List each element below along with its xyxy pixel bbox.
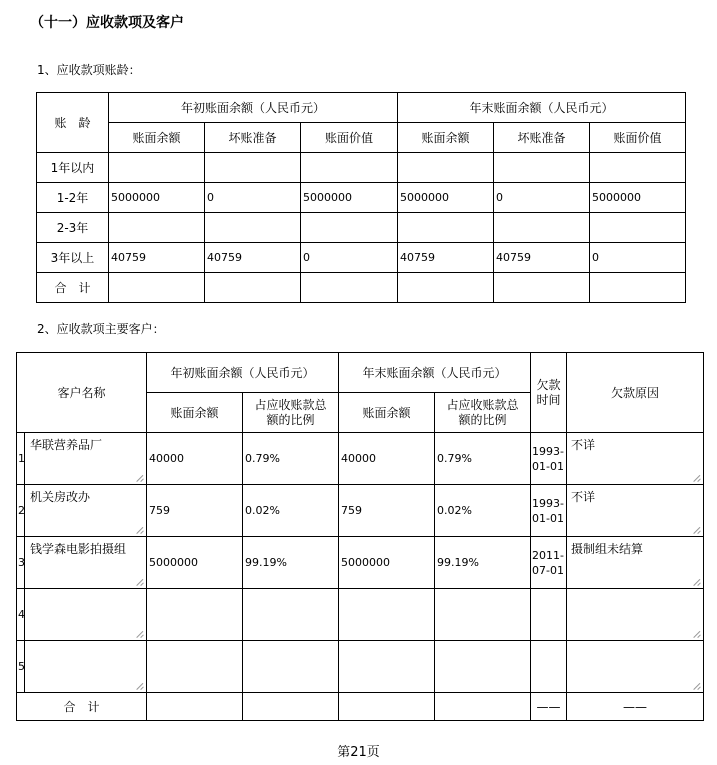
resize-grip-icon[interactable] (137, 683, 144, 690)
cell[interactable]: 0 (205, 183, 301, 213)
row-label: 3年以上 (37, 243, 109, 273)
table-row (37, 243, 686, 273)
cell[interactable]: 99.19% (435, 537, 531, 589)
cell[interactable] (109, 213, 205, 243)
resize-grip-icon[interactable] (694, 631, 701, 638)
cell[interactable]: 0.02% (435, 485, 531, 537)
reason-field[interactable] (567, 589, 704, 641)
header-col: 账面余额 (339, 393, 435, 433)
page-number: 第21页 (337, 745, 380, 760)
cell[interactable] (147, 693, 243, 721)
header-col: 账面余额 (398, 123, 494, 153)
aging-table (36, 92, 686, 303)
table-row (37, 153, 686, 183)
row-label: 1年以内 (37, 153, 109, 183)
cell[interactable]: 5000000 (301, 183, 398, 213)
due-date-cell[interactable]: 2011- 07-01 (531, 537, 567, 589)
customer-name-field[interactable] (25, 589, 147, 641)
cell[interactable]: 40759 (109, 243, 205, 273)
cell[interactable]: 0.79% (435, 433, 531, 485)
header-end-balance: 年末账面余额（人民币元） (398, 93, 686, 123)
cell[interactable]: 0 (301, 243, 398, 273)
row-label: 2-3年 (37, 213, 109, 243)
cell[interactable] (205, 273, 301, 303)
customer-table (16, 352, 704, 721)
cell[interactable] (147, 641, 243, 693)
customer-name-field[interactable]: 钱学森电影拍摄组 (25, 537, 147, 589)
section2-heading: 2、应收款项主要客户： (37, 322, 165, 336)
table-row (17, 641, 704, 693)
customer-name-field[interactable]: 机关房改办 (25, 485, 147, 537)
table-row-total (17, 693, 704, 721)
header-col: 占应收账款总额的比例 (243, 393, 339, 433)
cell[interactable]: 40000 (339, 433, 435, 485)
cell[interactable]: 5000000 (109, 183, 205, 213)
header-begin-balance: 年初账面余额（人民币元） (147, 353, 339, 393)
total-reason: —— (567, 693, 704, 721)
header-col: 坏账准备 (205, 123, 301, 153)
cell[interactable] (147, 589, 243, 641)
page-title: （十一）应收款项及客户 (30, 15, 184, 31)
cell[interactable] (435, 589, 531, 641)
cell[interactable] (301, 213, 398, 243)
resize-grip-icon[interactable] (694, 475, 701, 482)
cell[interactable]: 5000000 (590, 183, 686, 213)
cell[interactable] (398, 213, 494, 243)
cell[interactable]: 5000000 (147, 537, 243, 589)
due-date-cell[interactable] (531, 589, 567, 641)
cell[interactable] (494, 153, 590, 183)
cell[interactable]: 40000 (147, 433, 243, 485)
due-date-cell[interactable]: 1993- 01-01 (531, 485, 567, 537)
cell[interactable] (301, 153, 398, 183)
header-customer: 客户名称 (17, 353, 147, 433)
cell[interactable]: 99.19% (243, 537, 339, 589)
cell[interactable]: 0.02% (243, 485, 339, 537)
cell[interactable] (590, 213, 686, 243)
reason-field[interactable]: 不详 (567, 485, 704, 537)
row-index: 2 (17, 485, 25, 537)
cell[interactable]: 0 (494, 183, 590, 213)
cell[interactable] (109, 273, 205, 303)
resize-grip-icon[interactable] (694, 683, 701, 690)
due-date-cell[interactable]: 1993- 01-01 (531, 433, 567, 485)
cell[interactable]: 759 (339, 485, 435, 537)
header-end-balance: 年末账面余额（人民币元） (339, 353, 531, 393)
cell[interactable] (590, 273, 686, 303)
table-row (17, 589, 704, 641)
cell[interactable] (494, 273, 590, 303)
header-col: 账面余额 (147, 393, 243, 433)
table-row (17, 537, 704, 589)
reason-field[interactable]: 摄制组未结算 (567, 537, 704, 589)
row-label: 合 计 (37, 273, 109, 303)
customer-name-field[interactable] (25, 641, 147, 693)
cell[interactable]: 5000000 (398, 183, 494, 213)
cell[interactable] (494, 213, 590, 243)
cell[interactable]: 759 (147, 485, 243, 537)
table-row-total (37, 273, 686, 303)
cell[interactable] (205, 153, 301, 183)
cell[interactable] (301, 273, 398, 303)
header-reason: 欠款原因 (567, 353, 704, 433)
section1-heading: 1、应收款项账龄： (37, 63, 141, 77)
cell[interactable]: 5000000 (339, 537, 435, 589)
due-date-cell[interactable] (531, 641, 567, 693)
header-col: 账面价值 (301, 123, 398, 153)
cell[interactable]: 40759 (494, 243, 590, 273)
row-index: 1 (17, 433, 25, 485)
cell[interactable] (590, 153, 686, 183)
customer-name-field[interactable]: 华联营养品厂 (25, 433, 147, 485)
header-due-time: 欠款时间 (531, 353, 567, 433)
header-begin-balance: 年初账面余额（人民币元） (109, 93, 398, 123)
resize-grip-icon[interactable] (694, 579, 701, 586)
cell[interactable] (435, 641, 531, 693)
cell[interactable] (398, 273, 494, 303)
resize-grip-icon[interactable] (137, 475, 144, 482)
table-row (17, 485, 704, 537)
cell[interactable] (205, 213, 301, 243)
cell[interactable] (109, 153, 205, 183)
reason-field[interactable] (567, 641, 704, 693)
cell[interactable] (339, 693, 435, 721)
cell[interactable] (398, 153, 494, 183)
header-col: 坏账准备 (494, 123, 590, 153)
resize-grip-icon[interactable] (137, 579, 144, 586)
cell[interactable] (243, 641, 339, 693)
row-index: 4 (17, 589, 25, 641)
total-label: 合 计 (17, 693, 147, 721)
header-age: 账 龄 (37, 93, 109, 153)
cell[interactable] (435, 693, 531, 721)
table-row (37, 213, 686, 243)
cell[interactable] (243, 693, 339, 721)
row-label: 1-2年 (37, 183, 109, 213)
table-row (17, 433, 704, 485)
cell[interactable]: 0 (590, 243, 686, 273)
cell[interactable]: 40759 (398, 243, 494, 273)
table-row (37, 183, 686, 213)
header-col: 账面价值 (590, 123, 686, 153)
total-date: —— (531, 693, 567, 721)
row-index: 5 (17, 641, 25, 693)
header-col: 占应收账款总额的比例 (435, 393, 531, 433)
cell[interactable]: 40759 (205, 243, 301, 273)
resize-grip-icon[interactable] (694, 527, 701, 534)
reason-field[interactable]: 不详 (567, 433, 704, 485)
cell[interactable]: 0.79% (243, 433, 339, 485)
resize-grip-icon[interactable] (137, 631, 144, 638)
cell[interactable] (243, 589, 339, 641)
cell[interactable] (339, 589, 435, 641)
resize-grip-icon[interactable] (137, 527, 144, 534)
row-index: 3 (17, 537, 25, 589)
cell[interactable] (339, 641, 435, 693)
header-col: 账面余额 (109, 123, 205, 153)
